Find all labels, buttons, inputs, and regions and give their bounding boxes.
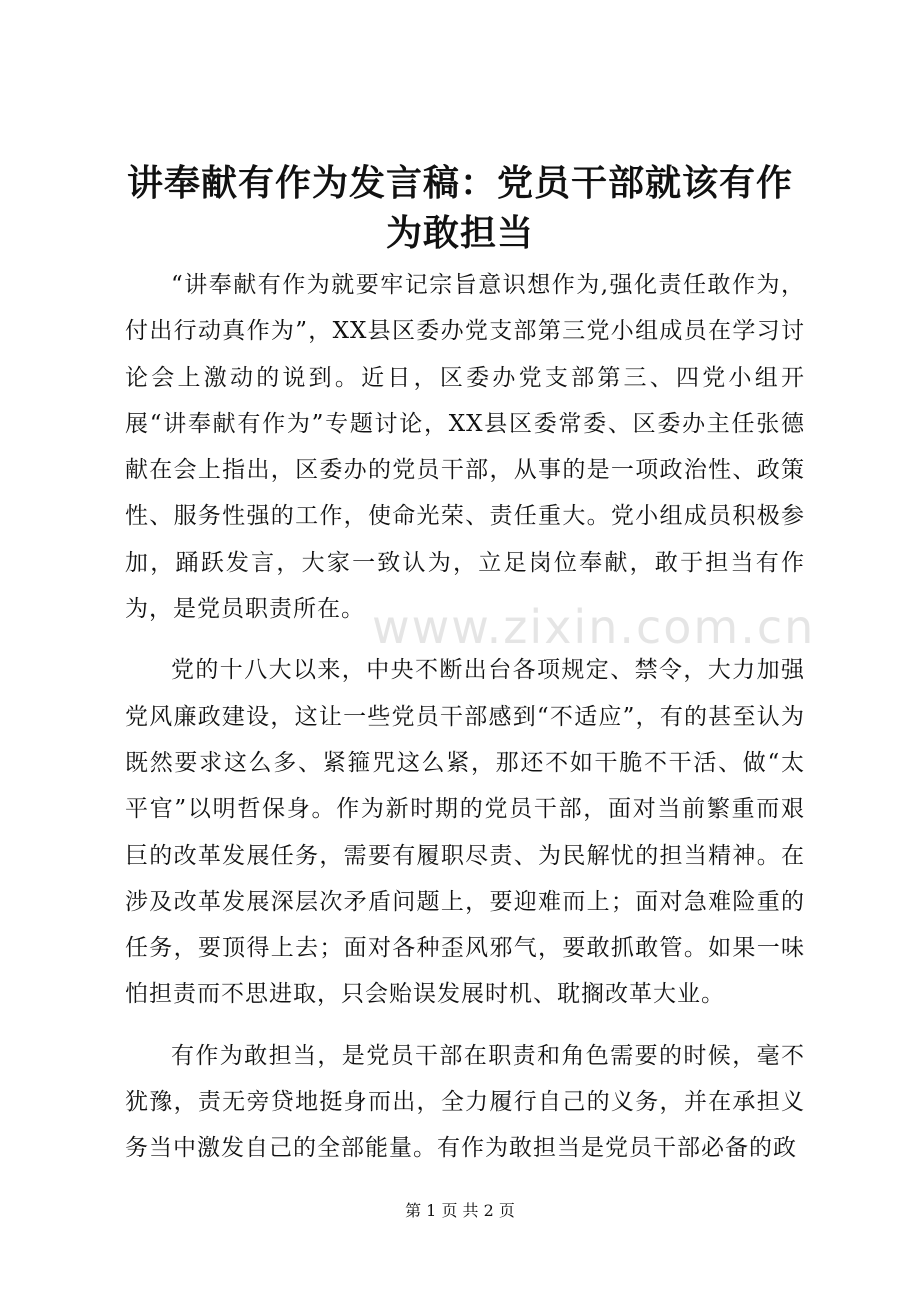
- page-footer: 第 1 页 共 2 页: [405, 1201, 515, 1220]
- watermark: www.zixin.com.cn: [372, 600, 816, 654]
- paragraph-2: 党的十八大以来，中央不断出台各项规定、禁令，大力加强党风廉政建设，这让一些党员干部感到“不适应”，有的甚至认为既然要求这么多、紧箍咒这么紧，那还不如干脆不干活、做“太平官”以明哲保身。作为新时期的党员干部，面对当前繁重而艰巨的改革发展任务，需要有履职尽责、为民解忧的担当精神。在涉及改革发展深层次矛盾问题上，要迎难而上；面对急难险重的任务，要顶得上去；面对各种歪风邪气，要敢抓敢管。如果一味怕担责而不思进取，只会贻误发展时机、耽搁改革大业。: [125, 657, 805, 1008]
- paragraph-3: 有作为敢担当，是党员干部在职责和角色需要的时候，毫不犹豫，责无旁贷地挺身而出，全力履行自己的义务，并在承担义务当中激发自己的全部能量。有作为敢担当是党员干部必备的政: [125, 1042, 805, 1162]
- document-body: [125, 262, 805, 1187]
- paragraph-1: “讲奉献有作为就要牢记宗旨意识想作为,强化责任敢作为，付出行动真作为”，XX县区委办党支部第三党小组成员在学习讨论会上激动的说到。近日，区委办党支部第三、四党小组开展“讲奉献有作为”专题讨论，XX县区委常委、区委办主任张德献在会上指出，区委办的党员干部，从事的是一项政治性、政策性、服务性强的工作，使命光荣、责任重大。党小组成员积极参加，踊跃发言，大家一致认为，立足岗位奉献，敢于担当有作为，是党员职责所在。: [125, 272, 805, 623]
- document-title: 讲奉献有作为发言稿：党员干部就该有作为敢担当: [126, 162, 793, 254]
